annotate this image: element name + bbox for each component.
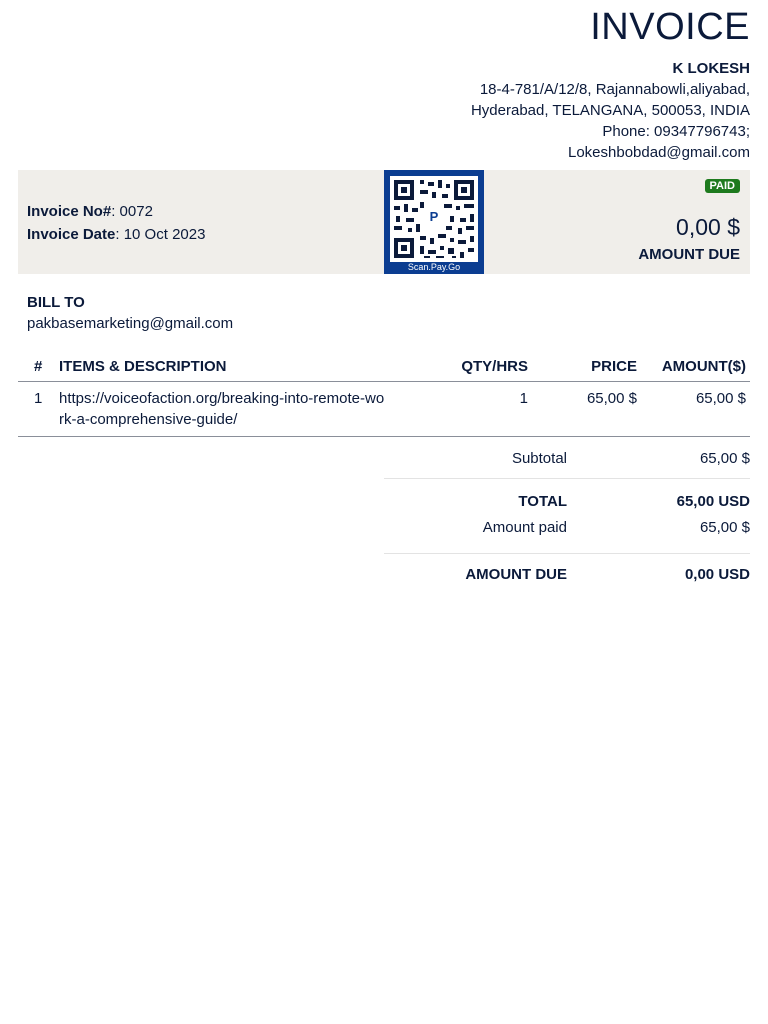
invoice-number-label: Invoice No# — [27, 203, 112, 220]
amount-paid-label: Amount paid — [482, 519, 567, 536]
seller-name: K LOKESH — [672, 60, 750, 77]
total-label: TOTAL — [518, 493, 567, 510]
bill-to-email: pakbasemarketing@gmail.com — [27, 315, 234, 332]
seller-info — [471, 58, 750, 163]
totals-section — [384, 444, 750, 594]
total-amount-due-value: 0,00 USD — [684, 566, 750, 583]
seller-address-line1: 18-4-781/A/12/8, Rajannabowli,aliyabad, — [479, 81, 750, 98]
payment-qr-code[interactable] — [384, 170, 484, 274]
subtotal-row — [384, 444, 750, 479]
total-value: 65,00 USD — [676, 493, 750, 510]
invoice-title: INVOICE — [590, 6, 750, 48]
qr-code-icon — [390, 176, 478, 262]
qr-caption: Scan.Pay.Go — [407, 262, 461, 272]
total-amount-due-label: AMOUNT DUE — [465, 566, 567, 583]
bill-to-section — [27, 292, 233, 334]
invoice-number-row — [27, 200, 205, 223]
subtotal-value: 65,00 $ — [699, 450, 750, 467]
row-amount: 65,00 $ — [695, 390, 746, 407]
bill-to-label: BILL TO — [27, 294, 85, 311]
col-header-number: # — [34, 358, 43, 375]
table-row — [18, 388, 750, 437]
invoice-date: : 10 Oct 2023 — [115, 226, 206, 243]
row-price: 65,00 $ — [586, 390, 637, 407]
col-header-description: ITEMS & DESCRIPTION — [59, 358, 227, 375]
amount-paid-value: 65,00 $ — [699, 519, 750, 536]
seller-address-line2: Hyderabad, TELANGANA, 500053, INDIA — [470, 102, 750, 119]
row-description: https://voiceofaction.org/breaking-into-remote-work-a-comprehensive-guide/ — [59, 390, 385, 428]
amount-due-row — [384, 560, 750, 594]
total-row — [384, 487, 750, 517]
amount-due-value: 0,00 $ — [676, 214, 740, 240]
invoice-date-label: Invoice Date — [27, 226, 116, 243]
amount-paid-row — [384, 517, 750, 554]
col-header-price: PRICE — [591, 358, 637, 375]
row-qty: 1 — [519, 390, 528, 407]
col-header-qty: QTY/HRS — [461, 358, 528, 375]
row-number: 1 — [34, 390, 43, 407]
amount-due-label: AMOUNT DUE — [638, 246, 740, 263]
invoice-summary-band — [18, 170, 750, 274]
invoice-number: : 0072 — [111, 203, 153, 220]
invoice-meta — [27, 200, 205, 246]
subtotal-label: Subtotal — [511, 450, 567, 467]
invoice-date-row — [27, 223, 205, 246]
paid-status-badge: PAID — [705, 179, 740, 193]
seller-phone: Phone: 09347796743; — [602, 123, 750, 140]
svg-text:P: P — [429, 209, 439, 224]
items-table-header — [18, 356, 750, 382]
col-header-amount: AMOUNT($) — [661, 358, 746, 375]
seller-email: Lokeshbobdad@gmail.com — [568, 144, 750, 161]
